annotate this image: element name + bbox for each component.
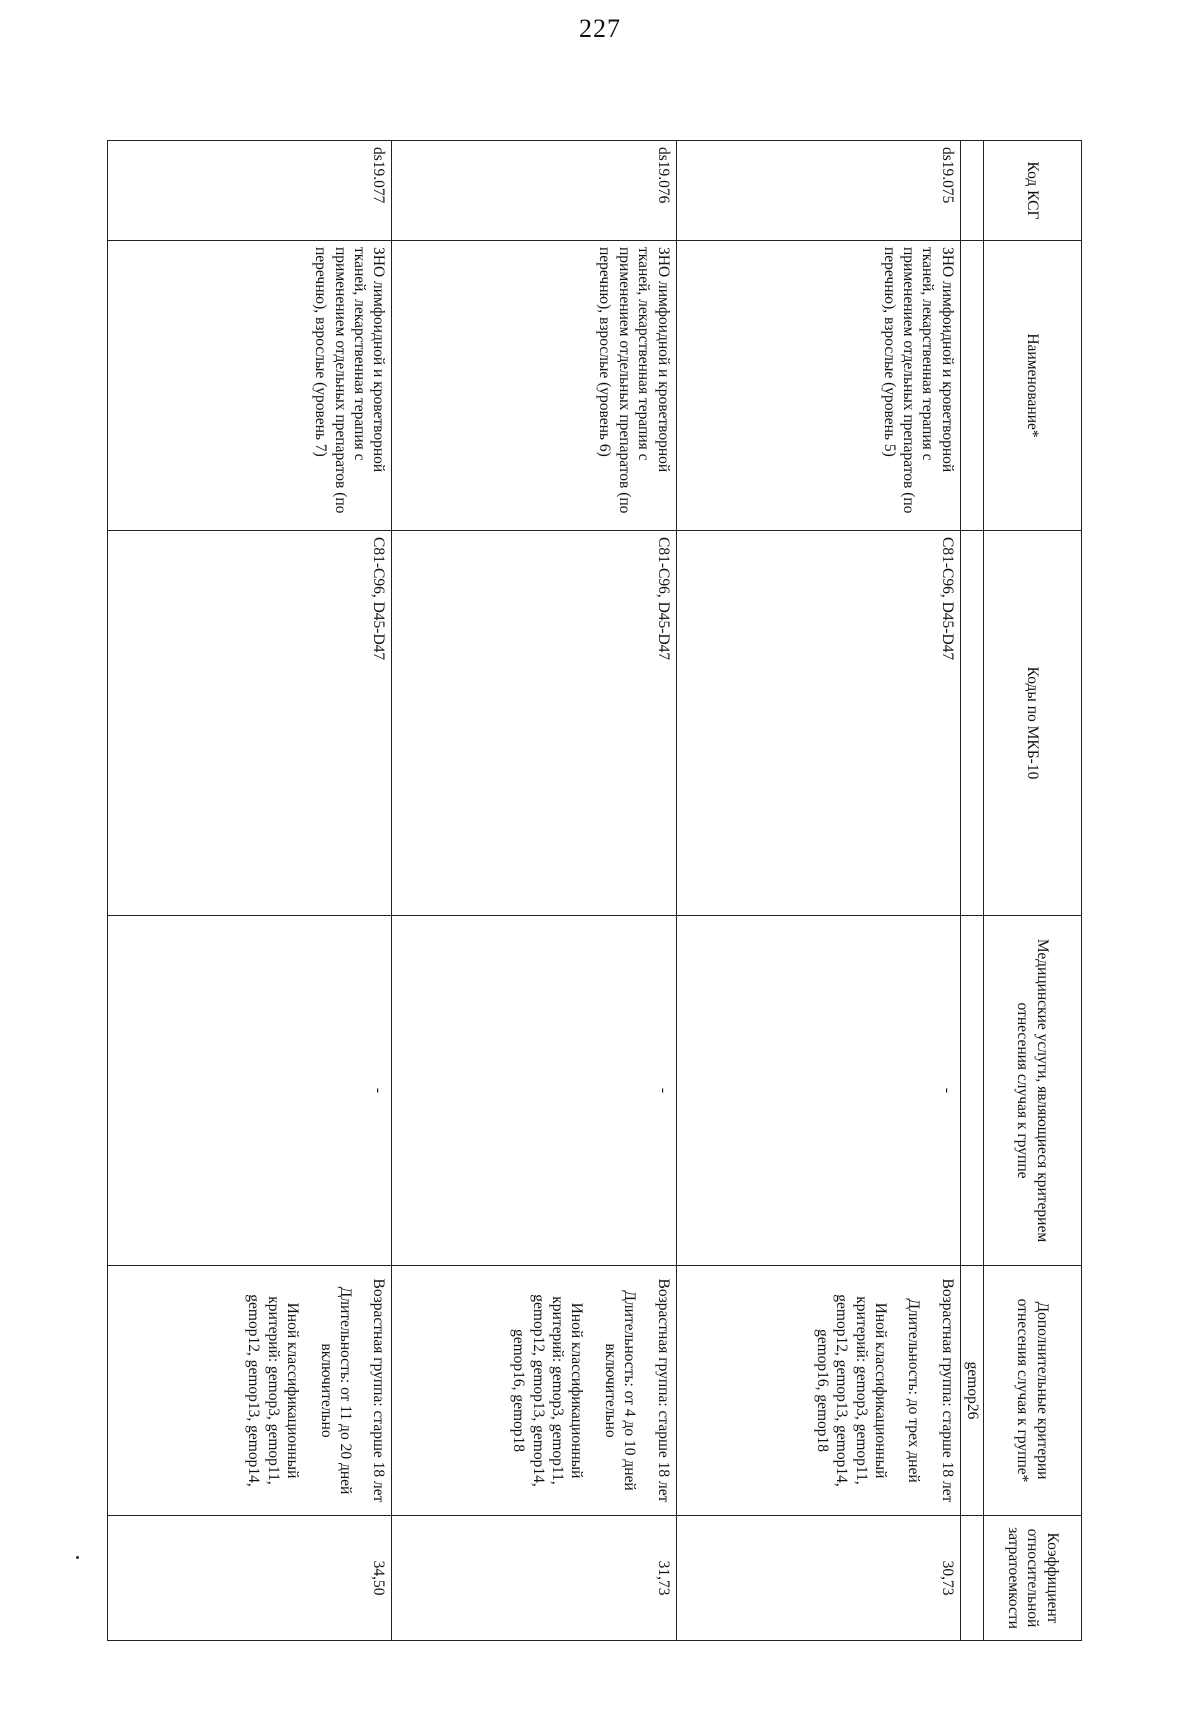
ksg-name: ЗНО лимфоидной и кроветворной тканей, лекарственная терапия с применением отдельных препаратов (по перечню), взрослые (уровень 5) [676,241,960,531]
header-additional-criteria: Дополнительные критерии отнесения случая к группе* [984,1266,1082,1516]
criterion-age: Возрастная группа: старше 18 лет [938,1278,956,1503]
criterion-other: Иной классификационный критерий: gemop3, gemop11, gemop12, gemop13, gemop14, [245,1294,302,1487]
header-name: Наименование* [984,241,1082,531]
scan-speck [76,1556,79,1559]
mkb-codes: C81-C96, D45-D47 [676,531,960,916]
medical-services: - [392,916,676,1266]
ksg-code: ds19.075 [676,141,960,241]
cost-coefficient: 30,73 [676,1516,960,1641]
table-row [108,141,392,1641]
additional-criteria [676,1266,960,1516]
additional-criteria [392,1266,676,1516]
ksg-name: ЗНО лимфоидной и кроветворной тканей, лекарственная терапия с применением отдельных препаратов (по перечню), взрослые (уровень 6) [392,241,676,531]
criterion-duration: Длительность: до трех дней [905,1298,923,1483]
cost-coefficient: 31,73 [392,1516,676,1641]
criterion-age: Возрастная группа: старше 18 лет [654,1278,672,1503]
criterion-duration: Длительность: от 11 до 20 дней включительно [317,1286,354,1495]
medical-services: - [676,916,960,1266]
criterion-other: Иной классификационный критерий: gemop3, gemop11, gemop12, gemop13, gemop14, gemop16, gemop18 [510,1294,586,1487]
ksg-table [107,140,1082,1641]
criterion-duration: Длительность: от 4 до 10 дней включительно [601,1290,639,1491]
page-number: 227 [579,14,621,43]
medical-services: - [108,916,392,1266]
continuation-row [960,141,983,1641]
criterion-other: Иной классификационный критерий: gemop3, gemop11, gemop12, gemop13, gemop14, gemop16, gemop18 [813,1294,890,1487]
continuation-criteria: gemop26 [960,1266,983,1516]
criterion-age: Возрастная группа: старше 18 лет [370,1278,388,1503]
ksg-code: ds19.077 [108,141,392,241]
table-row [392,141,676,1641]
header-ksg-code: Код КСГ [984,141,1082,241]
ksg-name: ЗНО лимфоидной и кроветворной тканей, лекарственная терапия с применением отдельных препаратов (по перечню), взрослые (уровень 7) [108,241,392,531]
table-header-row [984,141,1082,1641]
cost-coefficient: 34,50 [108,1516,392,1641]
header-mkb-codes: Коды по МКБ-10 [984,531,1082,916]
additional-criteria [108,1266,392,1516]
mkb-codes: C81-C96, D45-D47 [392,531,676,916]
table-row [676,141,960,1641]
ksg-code: ds19.076 [392,141,676,241]
mkb-codes: C81-C96, D45-D47 [108,531,392,916]
rotated-table-wrapper [107,140,1082,1640]
header-coefficient: Коэффициент относительной затратоемкости [984,1516,1082,1641]
header-medical-services: Медицинские услуги, являющиеся критерием отнесения случая к группе [984,916,1082,1266]
